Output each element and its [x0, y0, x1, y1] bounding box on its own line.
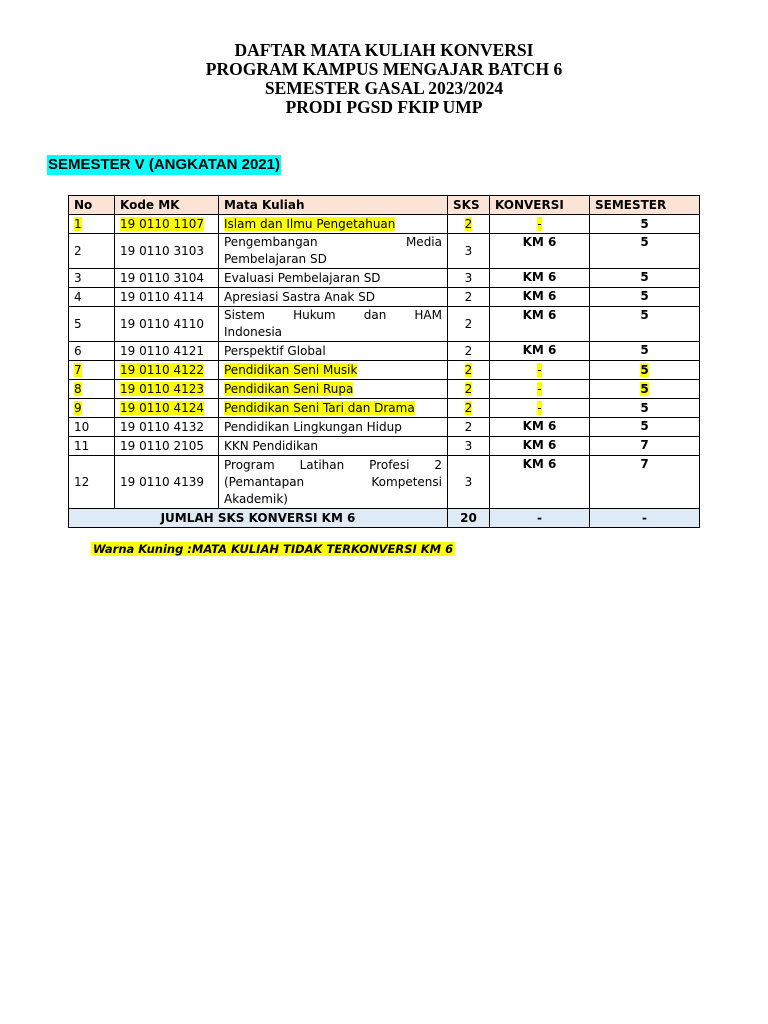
word: Profesi	[369, 457, 410, 472]
cell-semester: 5	[640, 419, 649, 433]
footer-konversi: -	[490, 509, 590, 528]
cell-sks: 2	[464, 362, 473, 377]
header-sks: SKS	[448, 196, 490, 215]
cell-mata-kuliah-line1	[224, 234, 442, 251]
header-konversi: KONVERSI	[490, 196, 590, 215]
cell-semester: 5	[640, 343, 649, 357]
cell-semester: 5	[640, 381, 649, 396]
cell-sks: 2	[464, 216, 473, 231]
word: Program	[224, 457, 275, 472]
table-row	[69, 456, 700, 509]
cell-mata-kuliah-line2: Indonesia	[224, 325, 283, 339]
cell-no: 11	[74, 438, 90, 453]
cell-mata-kuliah-line1	[224, 307, 442, 324]
cell-mata-kuliah: Pendidikan Seni Rupa	[224, 381, 354, 396]
cell-mata-kuliah: Perspektif Global	[224, 343, 326, 358]
title-line-4: PRODI PGSD FKIP UMP	[285, 97, 483, 117]
table-row	[69, 215, 700, 234]
cell-semester: 7	[640, 457, 649, 471]
document-title	[0, 41, 768, 117]
header-no: No	[69, 196, 115, 215]
title-line-2: PROGRAM KAMPUS MENGAJAR BATCH 6	[205, 59, 563, 79]
cell-no: 7	[74, 362, 82, 377]
section-label: SEMESTER V (ANGKATAN 2021)	[48, 156, 280, 173]
cell-kode: 19 0110 4121	[120, 343, 204, 358]
cell-kode: 19 0110 3104	[120, 270, 204, 285]
table-row	[69, 234, 700, 269]
cell-mata-kuliah: Apresiasi Sastra Anak SD	[224, 289, 376, 304]
cell-mata-kuliah: Evaluasi Pembelajaran SD	[224, 270, 381, 285]
header-semester: SEMESTER	[590, 196, 700, 215]
table-row	[69, 399, 700, 418]
cell-konversi: KM 6	[522, 438, 557, 452]
cell-sks: 2	[464, 381, 473, 396]
cell-sks: 2	[464, 419, 473, 434]
cell-no: 6	[74, 343, 82, 358]
footer-label: JUMLAH SKS KONVERSI KM 6	[69, 509, 448, 528]
cell-kode: 19 0110 3103	[120, 243, 204, 258]
legend-note: Warna Kuning :MATA KULIAH TIDAK TERKONVERSI KM 6	[93, 542, 454, 556]
cell-konversi: KM 6	[522, 235, 557, 249]
word: Kompetensi	[371, 474, 442, 489]
cell-konversi: KM 6	[522, 289, 557, 303]
table-row	[69, 342, 700, 361]
word: dan	[363, 308, 387, 322]
cell-sks: 3	[464, 270, 473, 285]
cell-mata-kuliah-line1	[224, 457, 442, 474]
cell-kode: 19 0110 4114	[120, 289, 204, 304]
cell-no: 10	[74, 419, 90, 434]
table-row	[69, 380, 700, 399]
cell-mata-kuliah-line2	[224, 474, 442, 491]
cell-semester: 5	[640, 235, 649, 249]
cell-sks: 3	[464, 243, 473, 258]
cell-no: 4	[74, 289, 82, 304]
word: 2	[434, 457, 442, 472]
word: Pengembangan	[224, 235, 318, 249]
cell-no: 2	[74, 243, 82, 258]
table-row	[69, 437, 700, 456]
word: (Pemantapan	[224, 474, 305, 489]
cell-konversi: KM 6	[522, 419, 557, 433]
cell-sks: 3	[464, 474, 473, 489]
cell-no: 1	[74, 216, 82, 231]
cell-sks: 2	[464, 289, 473, 304]
cell-sks: 3	[464, 438, 473, 453]
word: Media	[405, 235, 442, 249]
cell-semester: 5	[640, 270, 649, 284]
cell-kode: 19 0110 4132	[120, 419, 204, 434]
table-row	[69, 307, 700, 342]
title-line-1: DAFTAR MATA KULIAH KONVERSI	[234, 40, 534, 60]
table-header-row	[69, 196, 700, 215]
cell-mata-kuliah-line3: Akademik)	[224, 491, 288, 506]
cell-konversi: KM 6	[522, 308, 557, 322]
cell-mata-kuliah: Pendidikan Seni Musik	[224, 362, 358, 377]
cell-semester: 5	[640, 289, 649, 303]
word: Hukum	[293, 308, 336, 322]
cell-kode: 19 0110 1107	[120, 216, 204, 231]
cell-kode: 19 0110 4122	[120, 362, 204, 377]
cell-sks: 2	[464, 316, 473, 331]
cell-konversi: KM 6	[522, 270, 557, 284]
cell-semester: 5	[640, 362, 649, 377]
cell-no: 5	[74, 316, 82, 331]
cell-konversi: -	[537, 381, 542, 396]
word: HAM	[414, 308, 442, 322]
table-row	[69, 418, 700, 437]
course-table	[68, 195, 700, 528]
cell-kode: 19 0110 2105	[120, 438, 204, 453]
header-kode: Kode MK	[115, 196, 219, 215]
cell-semester: 5	[640, 308, 649, 322]
cell-kode: 19 0110 4124	[120, 400, 204, 415]
cell-konversi: KM 6	[522, 457, 557, 471]
cell-kode: 19 0110 4123	[120, 381, 204, 396]
cell-mata-kuliah-line2: Pembelajaran SD	[224, 252, 327, 266]
cell-semester: 5	[640, 400, 649, 415]
cell-konversi: KM 6	[522, 343, 557, 357]
cell-no: 3	[74, 270, 82, 285]
table-row	[69, 269, 700, 288]
cell-semester: 5	[640, 216, 649, 231]
table-row	[69, 361, 700, 380]
cell-no: 8	[74, 381, 82, 396]
header-mata-kuliah: Mata Kuliah	[219, 196, 448, 215]
cell-sks: 2	[464, 400, 473, 415]
cell-konversi: -	[537, 216, 542, 231]
cell-no: 12	[74, 474, 90, 489]
cell-semester: 7	[640, 438, 649, 452]
cell-mata-kuliah: Islam dan Ilmu Pengetahuan	[224, 216, 396, 231]
title-line-3: SEMESTER GASAL 2023/2024	[264, 78, 504, 98]
word: Sistem	[224, 308, 265, 322]
footer-semester: -	[590, 509, 700, 528]
cell-no: 9	[74, 400, 82, 415]
word: Latihan	[299, 457, 345, 472]
table-row	[69, 288, 700, 307]
cell-kode: 19 0110 4110	[120, 316, 204, 331]
cell-sks: 2	[464, 343, 473, 358]
table-footer-row	[69, 509, 700, 528]
cell-konversi: -	[537, 400, 542, 415]
footer-sks: 20	[448, 509, 490, 528]
cell-mata-kuliah: Pendidikan Lingkungan Hidup	[224, 419, 402, 434]
cell-konversi: -	[537, 362, 542, 377]
cell-mata-kuliah: Pendidikan Seni Tari dan Drama	[224, 400, 415, 415]
cell-mata-kuliah: KKN Pendidikan	[224, 438, 318, 453]
cell-kode: 19 0110 4139	[120, 474, 204, 489]
